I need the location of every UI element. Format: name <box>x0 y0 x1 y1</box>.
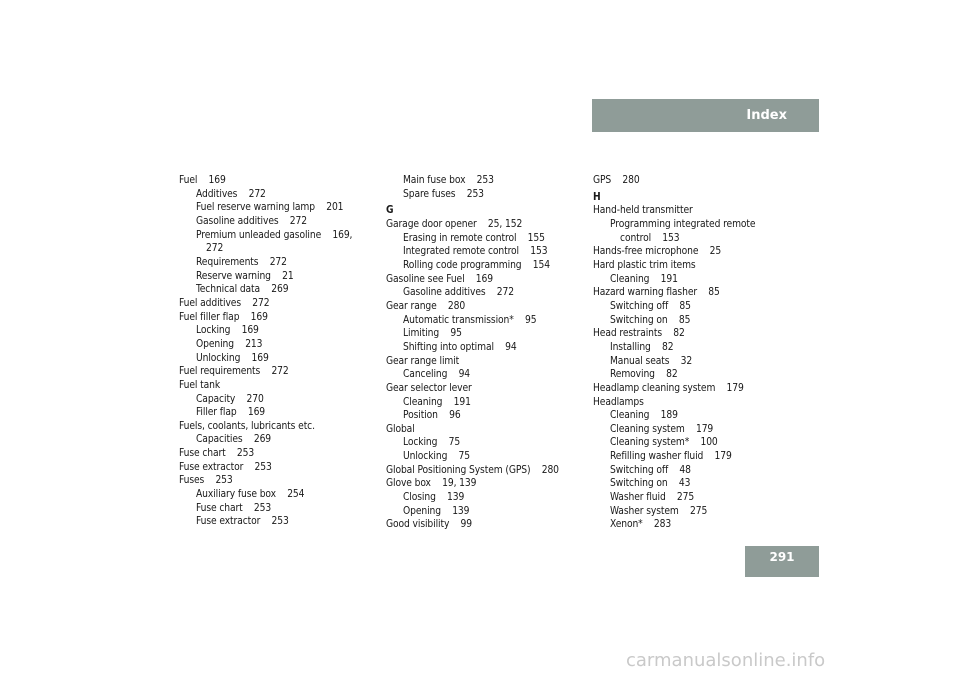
index-entry: Headlamp cleaning system 179 <box>593 382 744 394</box>
index-subentry: Cleaning system* 100 <box>610 437 718 449</box>
index-subentry: Opening 213 <box>196 338 263 350</box>
index-subentry: Xenon* 283 <box>610 519 672 531</box>
index-subentry: Cleaning 191 <box>610 273 678 285</box>
index-entry: Fuse extractor 253 <box>179 461 272 473</box>
index-subentry: Locking 169 <box>196 325 259 337</box>
index-subentry: Gasoline additives 272 <box>196 215 307 227</box>
index-subentry: Fuel reserve warning lamp 201 <box>196 202 344 214</box>
index-entry: Hard plastic trim items <box>593 259 696 271</box>
index-entry: Headlamps <box>593 396 644 408</box>
page-number <box>745 546 819 577</box>
index-entry: Global <box>386 423 415 435</box>
index-subentry: Limiting 95 <box>403 328 462 340</box>
page-number-text: 291 <box>769 550 795 564</box>
index-subentry: Shifting into optimal 94 <box>403 341 517 353</box>
index-subentry: Washer system 275 <box>610 505 708 517</box>
index-subentry: Gasoline additives 272 <box>403 287 514 299</box>
index-entry: Hands-free microphone 25 <box>593 246 722 258</box>
index-subentry: Cleaning 191 <box>403 396 471 408</box>
index-subentry: Technical data 269 <box>196 284 289 296</box>
index-subentry: Filler flap 169 <box>196 407 266 419</box>
index-subentry: Integrated remote control 153 <box>403 246 548 258</box>
index-subentry: Capacities 269 <box>196 434 272 446</box>
index-subentry: Additives 272 <box>196 188 266 200</box>
index-entry: Fuel additives 272 <box>179 297 270 309</box>
index-subentry: Position 96 <box>403 410 461 422</box>
index-column-1 <box>179 174 379 529</box>
index-entry: Fuel filler flap 169 <box>179 311 268 323</box>
index-entry: Fuel requirements 272 <box>179 366 289 378</box>
index-entry: Fuses 253 <box>179 475 233 487</box>
index-entry: Good visibility 99 <box>386 519 473 531</box>
index-entry: Gear range limit <box>386 355 460 367</box>
index-section-letter: G <box>386 205 394 217</box>
index-subentry: Unlocking 75 <box>403 451 470 463</box>
index-subentry: 272 <box>206 243 224 255</box>
index-subentry: Capacity 270 <box>196 393 264 405</box>
index-subentry: Main fuse box 253 <box>403 175 494 186</box>
index-subentry: Fuse extractor 253 <box>196 516 289 528</box>
index-entry: Hand-held transmitter <box>593 205 693 217</box>
index-subentry: Switching off 48 <box>610 464 691 476</box>
index-subentry: Rolling code programming 154 <box>403 259 550 271</box>
index-subentry: Cleaning system 179 <box>610 423 714 435</box>
index-subentry: Installing 82 <box>610 341 674 353</box>
index-header-title: Index <box>746 108 787 123</box>
index-entry: Gasoline see Fuel 169 <box>386 273 493 285</box>
index-column-2 <box>386 174 586 532</box>
watermark: carmanualsonline.info <box>626 650 826 671</box>
index-header-bar <box>592 99 819 132</box>
index-subentry: Premium unleaded gasoline 169, <box>196 229 353 241</box>
index-entry: Fuels, coolants, lubricants etc. <box>179 420 315 432</box>
index-entry: Glove box 19, 139 <box>386 478 477 490</box>
index-subentry: Locking 75 <box>403 437 461 449</box>
index-subentry: Reserve warning 21 <box>196 270 294 282</box>
index-subentry: Refilling washer fluid 179 <box>610 451 732 463</box>
index-subentry: Closing 139 <box>403 492 465 504</box>
index-subentry: Manual seats 32 <box>610 355 693 367</box>
index-entry: Gear selector lever <box>386 382 472 394</box>
index-subentry: Auxiliary fuse box 254 <box>196 489 305 501</box>
index-subentry: Unlocking 169 <box>196 352 269 364</box>
index-entry: Fuel tank <box>179 379 221 391</box>
index-entry: Gear range 280 <box>386 300 466 312</box>
index-subentry: Removing 82 <box>610 369 678 381</box>
index-subentry: Switching off 85 <box>610 300 691 312</box>
index-entry: Head restraints 82 <box>593 328 685 340</box>
index-entry: Fuel 169 <box>179 175 226 186</box>
index-subentry: control 153 <box>620 232 680 244</box>
index-column-3 <box>593 174 793 532</box>
index-subentry: Washer fluid 275 <box>610 492 695 504</box>
index-entry: GPS 280 <box>593 175 640 186</box>
index-subentry: Opening 139 <box>403 505 470 517</box>
index-subentry: Fuse chart 253 <box>196 502 272 514</box>
index-entry: Fuse chart 253 <box>179 448 255 460</box>
index-subentry: Spare fuses 253 <box>403 188 484 200</box>
index-subentry: Requirements 272 <box>196 256 287 268</box>
index-subentry: Canceling 94 <box>403 369 471 381</box>
index-subentry: Erasing in remote control 155 <box>403 232 545 244</box>
index-entry: Hazard warning flasher 85 <box>593 287 720 299</box>
index-entry: Global Positioning System (GPS) 280 <box>386 464 559 476</box>
index-section-letter: H <box>593 191 601 203</box>
index-subentry: Automatic transmission* 95 <box>403 314 537 326</box>
index-entry: Garage door opener 25, 152 <box>386 218 523 230</box>
index-subentry: Switching on 43 <box>610 478 691 490</box>
index-subentry: Switching on 85 <box>610 314 691 326</box>
index-subentry: Cleaning 189 <box>610 410 678 422</box>
index-subentry: Programming integrated remote <box>610 218 756 230</box>
